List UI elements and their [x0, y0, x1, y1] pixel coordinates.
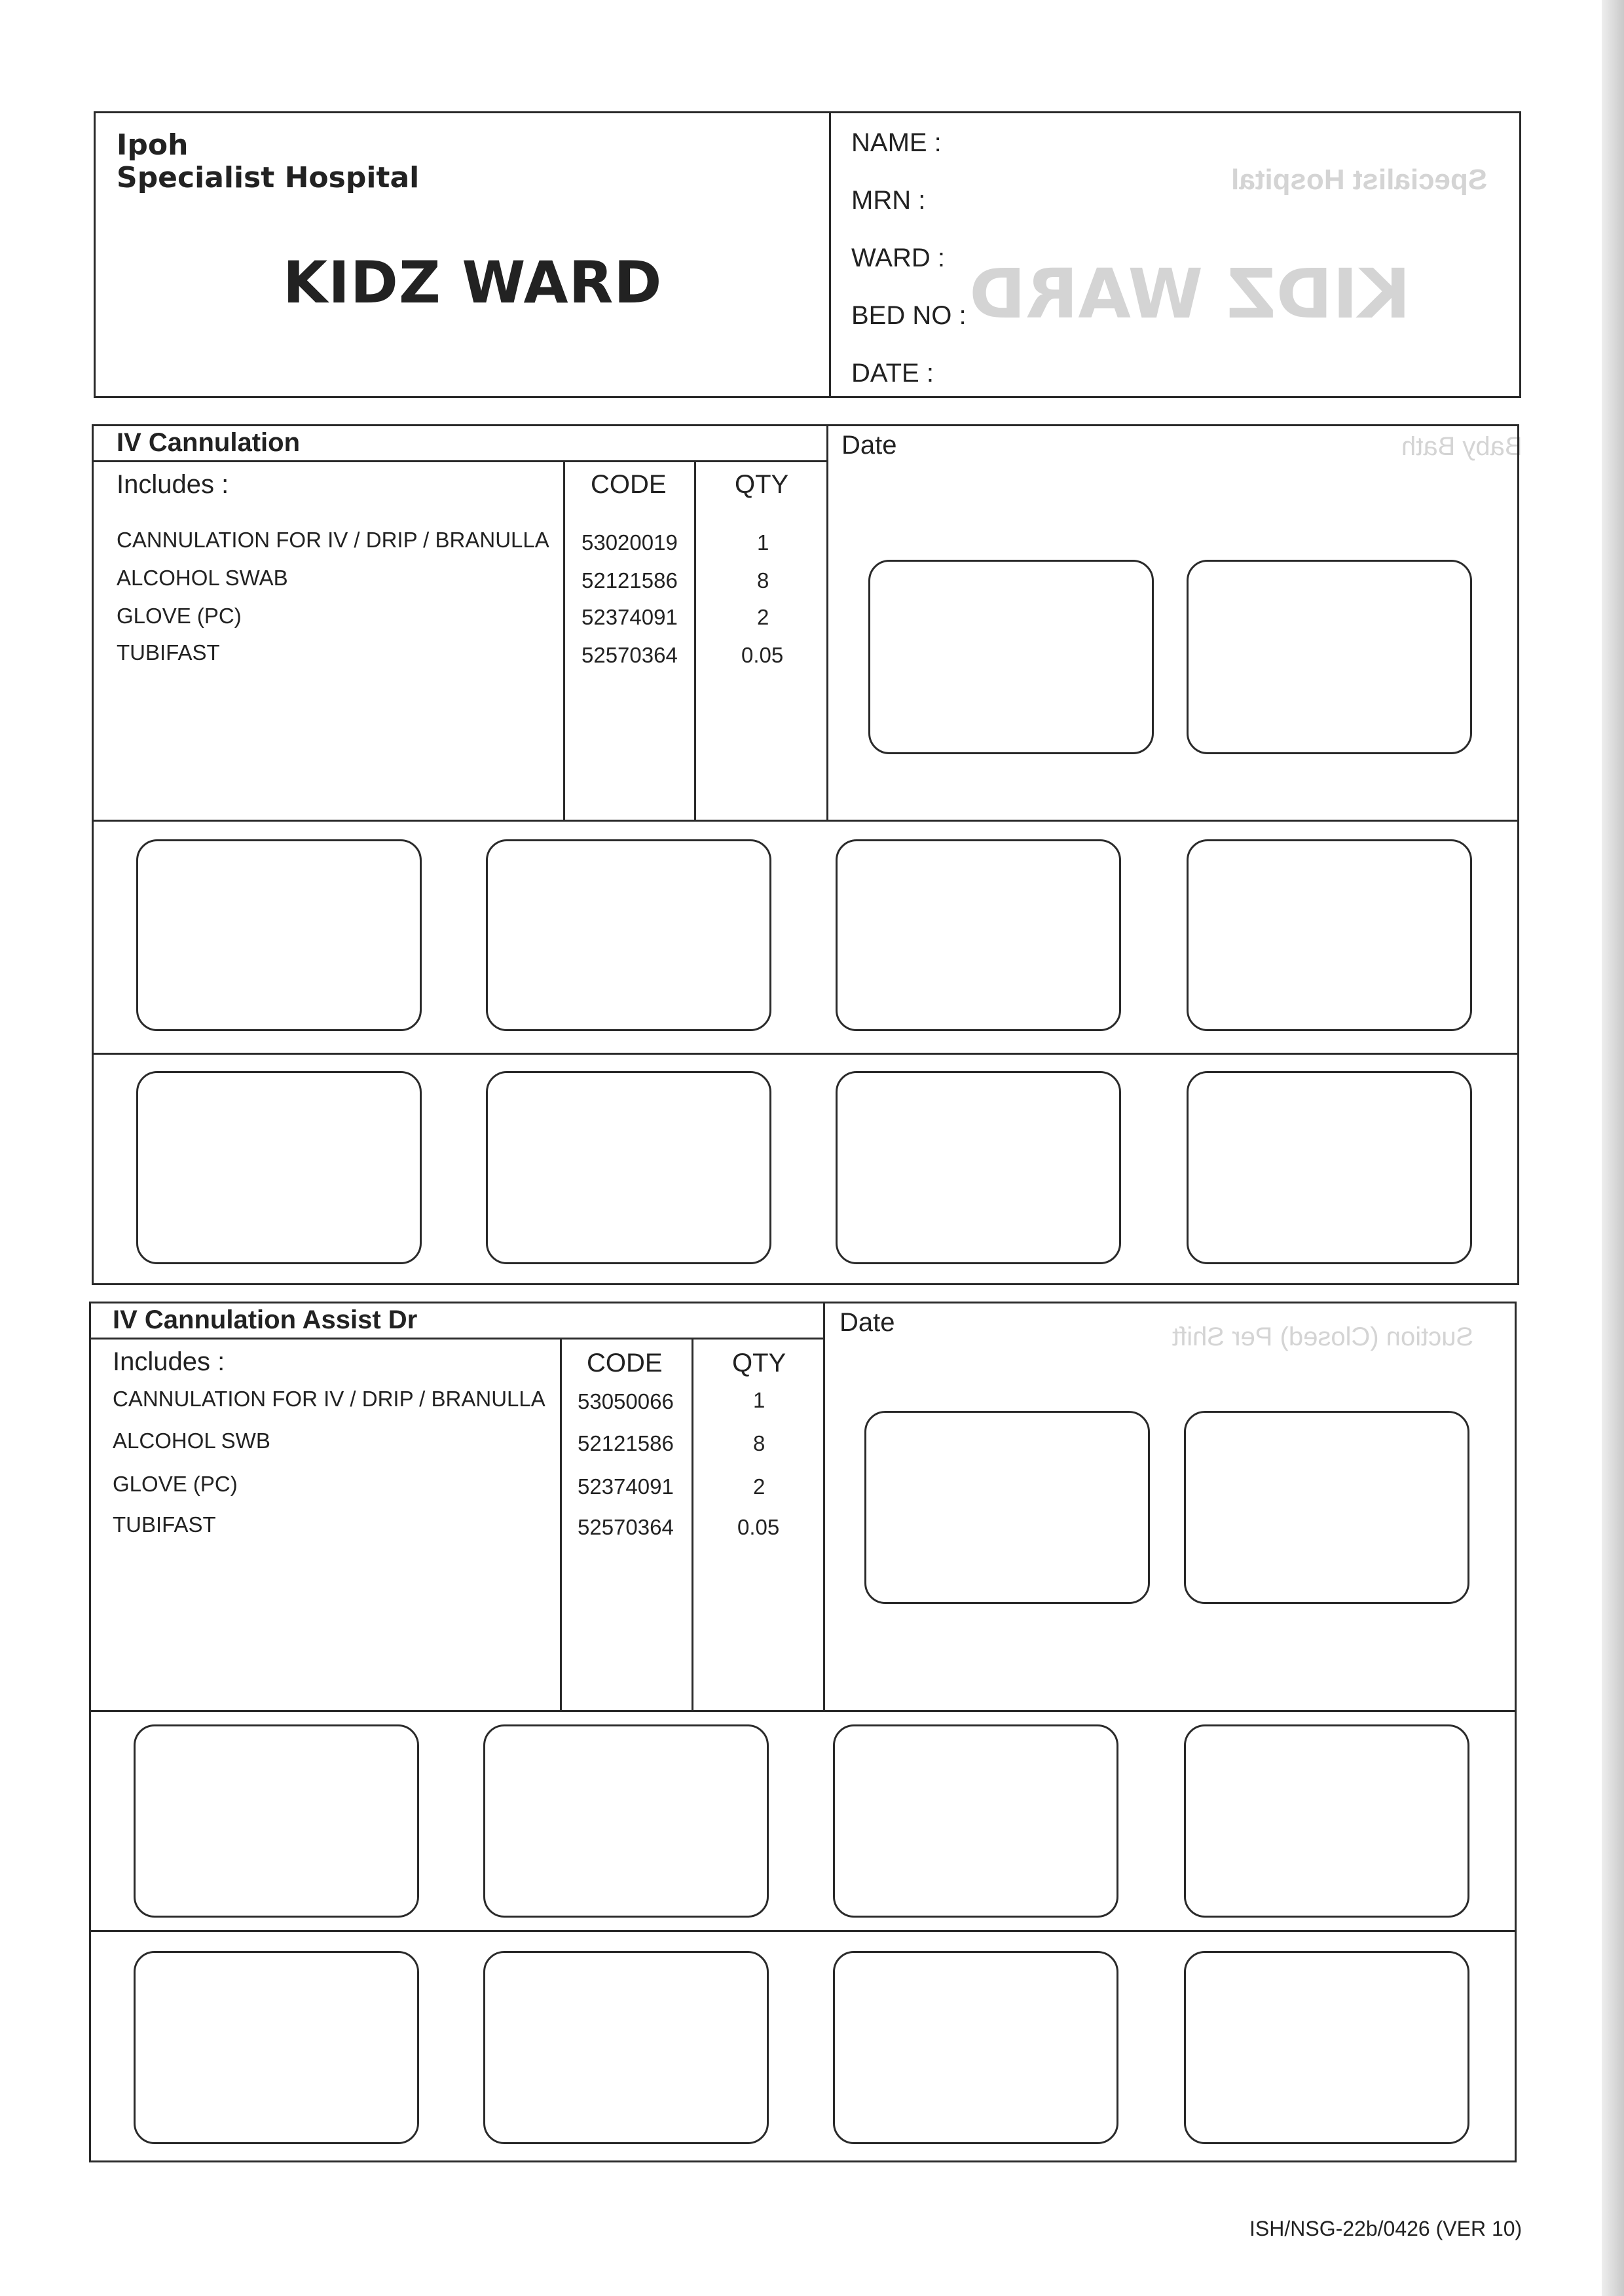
item-code: 52374091 [581, 605, 678, 629]
item-qty: 1 [753, 1388, 766, 1412]
item-code: 52570364 [581, 643, 678, 667]
date-label: Date [841, 431, 897, 460]
item-code: 52570364 [578, 1515, 674, 1539]
item-qty: 0.05 [741, 643, 784, 667]
section1-row-divider-1 [92, 820, 1519, 822]
scan-page-edge [1602, 0, 1624, 2296]
item-code: 52121586 [578, 1431, 674, 1455]
item-qty: 8 [757, 568, 769, 592]
item-description: ALCOHOL SWAB [117, 566, 288, 590]
sticker-slot [1184, 1411, 1469, 1604]
section1-divider [826, 424, 828, 821]
item-code: 53050066 [578, 1389, 674, 1413]
item-qty: 2 [757, 605, 769, 629]
sticker-slot [1184, 1724, 1469, 1918]
section2-divider [823, 1302, 825, 1711]
section2-qty-column-line [692, 1338, 693, 1711]
item-description: TUBIFAST [117, 640, 220, 665]
item-code: 53020019 [581, 530, 678, 555]
hospital-name-line2: Specialist Hospital [117, 161, 420, 194]
section1-qty-column-line [694, 460, 696, 821]
sticker-slot [136, 1071, 422, 1264]
sticker-slot [1187, 560, 1472, 754]
header-divider [829, 111, 831, 397]
item-description: ALCOHOL SWB [113, 1429, 270, 1453]
sticker-slot [486, 839, 771, 1031]
patient-bed-label: BED NO : [851, 301, 967, 330]
sticker-slot [486, 1071, 771, 1264]
sticker-slot [134, 1724, 419, 1918]
bleed-through: Baby Bath [1401, 432, 1522, 461]
sticker-slot [483, 1951, 769, 2144]
code-column-header: CODE [587, 1349, 663, 1377]
hospital-name-line1: Ipoh [117, 128, 189, 162]
item-description: GLOVE (PC) [117, 604, 242, 628]
item-description: CANNULATION FOR IV / DRIP / BRANULLA [113, 1387, 545, 1411]
sticker-slot [134, 1951, 419, 2144]
date-label: Date [840, 1308, 895, 1337]
section2-code-column-line [560, 1338, 562, 1711]
section1-title-rule [92, 460, 827, 462]
sticker-slot [836, 1071, 1121, 1264]
item-description: CANNULATION FOR IV / DRIP / BRANULLA [117, 528, 549, 552]
item-qty: 1 [757, 530, 769, 555]
sticker-slot [868, 560, 1154, 754]
section2-row-divider-1 [89, 1710, 1517, 1712]
section1-row-divider-2 [92, 1053, 1519, 1055]
sticker-slot [833, 1951, 1118, 2144]
patient-ward-label: WARD : [851, 244, 945, 272]
section2-title-rule [89, 1338, 824, 1339]
item-code: 52121586 [581, 568, 678, 592]
sticker-slot [836, 839, 1121, 1031]
section-title: IV Cannulation [117, 428, 300, 457]
form-code: ISH/NSG-22b/0426 (VER 10) [1249, 2217, 1522, 2240]
sticker-slot [1187, 1071, 1472, 1264]
item-code: 52374091 [578, 1474, 674, 1499]
bleed-through: Suction (Closed) Per Shift [1172, 1322, 1474, 1351]
bleed-through: Specialist Hospital [1231, 164, 1488, 196]
item-qty: 2 [753, 1474, 766, 1499]
section1-code-column-line [563, 460, 565, 821]
item-qty: 0.05 [737, 1515, 780, 1539]
patient-mrn-label: MRN : [851, 186, 926, 215]
section2-row-divider-2 [89, 1930, 1517, 1932]
sticker-slot [833, 1724, 1118, 1918]
sticker-slot [136, 839, 422, 1031]
sticker-slot [483, 1724, 769, 1918]
code-column-header: CODE [591, 470, 667, 499]
item-description: GLOVE (PC) [113, 1472, 238, 1496]
bleed-through: KIDZ WARD [969, 254, 1411, 334]
sticker-slot [1187, 839, 1472, 1031]
ward-title: KIDZ WARD [283, 249, 663, 316]
includes-label: Includes : [117, 470, 229, 499]
patient-name-label: NAME : [851, 128, 942, 157]
patient-date-label: DATE : [851, 359, 934, 388]
includes-label: Includes : [113, 1347, 225, 1376]
item-description: TUBIFAST [113, 1512, 216, 1537]
sticker-slot [1184, 1951, 1469, 2144]
section-title: IV Cannulation Assist Dr [113, 1305, 418, 1334]
item-qty: 8 [753, 1431, 766, 1455]
qty-column-header: QTY [735, 470, 789, 499]
sticker-slot [864, 1411, 1150, 1604]
qty-column-header: QTY [732, 1349, 786, 1377]
